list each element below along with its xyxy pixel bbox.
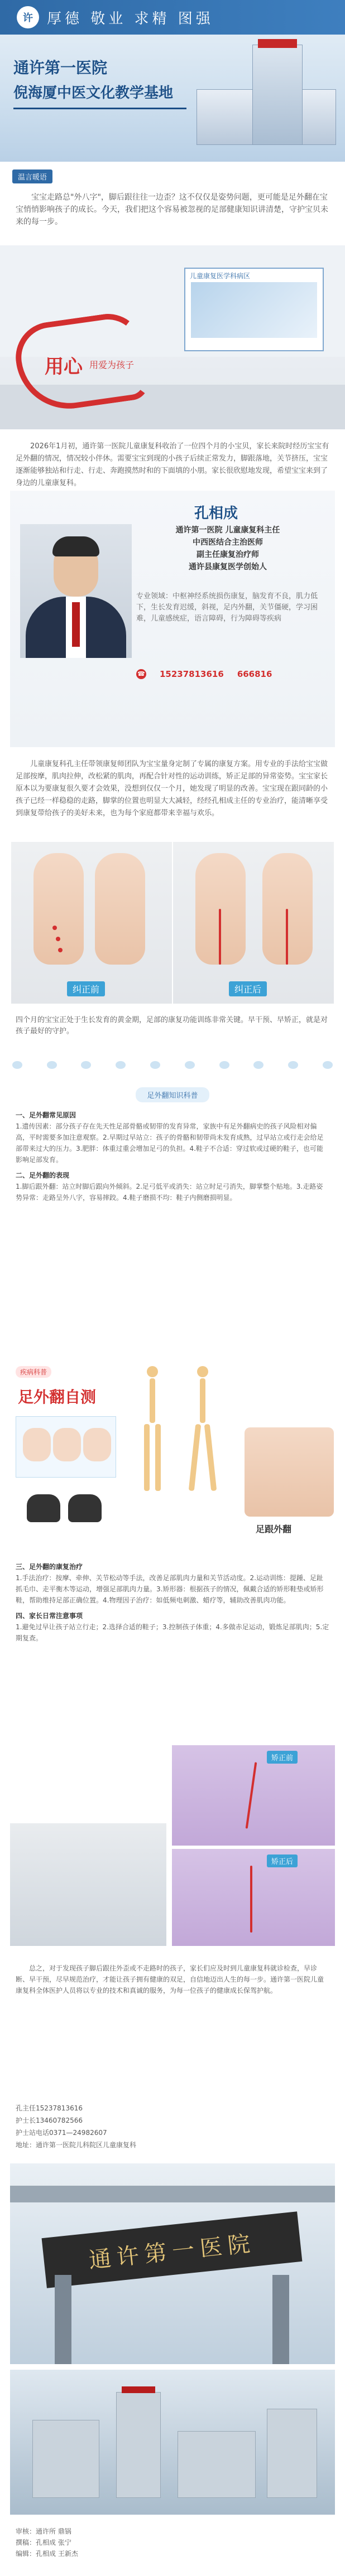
gate-sign: 通许第一医院 (42, 2211, 303, 2288)
base-name: 倪海厦中医文化教学基地 (13, 85, 174, 101)
section-title-label: 足外翻知识科普 (136, 1087, 209, 1102)
heel-valgus-photo (245, 1427, 334, 1517)
knowledge-paragraph-2: 1.脚后跟外翻：站立时脚后跟向外倾斜。2.足弓低平或消失：站立时足弓消失，脚掌整个贴地。3.走路姿势异常：走路呈外八字，容易摔跤。4.鞋子磨损不均：鞋子内侧磨损明显。 (16, 1183, 323, 1202)
hospital-logo-icon: 许 (17, 6, 39, 28)
before-correction-label: 矫正前 (267, 1751, 298, 1764)
skeleton-diagram-1 (133, 1366, 172, 1500)
intro-text: 宝宝走路总"外八字"，脚后跟往往一边歪？这不仅仅是姿势问题，更可能是足外翻在宝宝悄悄影响孩子的成长。今天，我们把这个容易被忽视的足部健康知识讲清楚，守护宝贝未来的每一步。 (16, 193, 328, 226)
treatment-paragraph-1: 1.手法治疗：按摩、牵伸、关节松动等手法，改善足部肌肉力量和关节活动度。2.运动训练：提踵、足趾抓毛巾、走平衡木等运动，增强足部肌肉力量。3.矫形器：根据孩子的情况，佩戴合适的矫形鞋垫或矫形鞋，帮助维持足部正确位置。4.物理因子治疗：如低频电刺激、蜡疗等，辅助改善肌肉功能。 (16, 1574, 324, 1604)
after-correction-photo (172, 1849, 335, 1946)
doctor-name: 孔相成 (194, 505, 238, 522)
ward-panel (184, 268, 324, 351)
before-after-feet-photo (11, 842, 334, 1004)
banner-title (13, 56, 198, 109)
doctor-title-3: 副主任康复治疗师 (197, 550, 259, 559)
case-text: 儿童康复科孔主任带领康复师团队为宝宝量身定制了专属的康复方案。用专业的手法给宝宝做足部按摩，肌肉拉伸，改松紧的肌肉，再配合针对性的运动训练，矫正足部的异常姿势。宝宝家长原本以为要康复很久要才会效果，没想到仅仅一个月，她发现了明显的改善。宝宝现在跟同龄的小孩子已经一样稳稳的走路，脚掌的位置也明显大大减轻，经经孔相成主任的专业治疗，能清晰享受到康复带给孩子的美好未来，也为每个家庭都带来幸福与欢乐。 (16, 760, 328, 817)
doctor-photo (20, 524, 132, 658)
after-correction-label: 矫正后 (267, 1854, 298, 1867)
paw-icon (219, 1061, 229, 1069)
case-caption: 四个月的宝宝正处于生长发育的黄金期，足部的康复功能训练非常关键。早干预、早矫正，就是对孩子最好的守护。 (16, 1016, 328, 1035)
treatment-block (16, 1561, 329, 1644)
contact-block (16, 2102, 329, 2151)
doctor-contact (136, 669, 272, 679)
before-correction-photo (172, 1745, 335, 1846)
header-banner (0, 0, 345, 162)
doctor-specialty: 专业领域：中枢神经系统损伤康复，脑发育不良，肌力低下，生长发育迟缓，斜视，足内外翻，关节僵硬，学习困难，儿童感统症，语言障碍，行为障碍等疾病 (136, 592, 318, 623)
title-underline (13, 108, 186, 109)
paw-icon (288, 1061, 298, 1069)
paw-icon (150, 1061, 160, 1069)
treatment-heading-1: 三、足外翻的康复治疗 (16, 1563, 83, 1571)
paw-icon (12, 1061, 22, 1069)
doctor-phone[interactable]: 15237813616 (160, 669, 224, 679)
shoes-image (21, 1489, 111, 1528)
ward-hall-photo (0, 245, 345, 429)
doctor-title-2: 中西医结合主治医师 (193, 538, 263, 547)
treatment-paragraph-2: 1.避免过早让孩子站立行走；2.选择合适的鞋子；3.控制孩子体重；4.多做赤足运动，锻炼足部肌肉；5.定期复查。 (16, 1623, 329, 1642)
hospital-building-image (197, 39, 336, 151)
paw-icon (253, 1061, 263, 1069)
paw-icon (81, 1061, 91, 1069)
contact-address: 地址：通许第一医院儿科院区儿童康复科 (16, 2141, 137, 2149)
summary-text: 总之，对于发现孩子脚后跟往外歪或不走路时的孩子，家长们应及时到儿童康复科就诊检查，早诊断、早干预，尽早规范治疗，才能让孩子拥有健康的双足，自信地迈出人生的每一步。通许第一医院儿童康复科全体医护人员将以专业的技术和真诚的服务，为每一位孩子的健康成长保驾护航。 (16, 1964, 324, 1994)
treatment-photos (10, 1745, 335, 1946)
section-title (0, 1087, 345, 1102)
contact-head-nurse[interactable]: 护士长13460782566 (16, 2117, 83, 2124)
contact-director[interactable]: 孔主任15237813616 (16, 2104, 83, 2112)
paw-icon (323, 1061, 333, 1069)
credit-editor: 编辑：孔相成 王新杰 (16, 2550, 78, 2558)
knowledge-block (16, 1110, 329, 1203)
credits (16, 2526, 329, 2559)
therapy-session-photo (10, 1823, 166, 1946)
doctor-title-1: 通许第一医院 儿童康复科主任 (175, 526, 280, 535)
knowledge-heading-2: 二、足外翻的表现 (16, 1171, 70, 1179)
credit-writer: 撰稿：孔相成 张宁 (16, 2539, 71, 2546)
doctor-ext[interactable]: 666816 (237, 669, 272, 679)
before-label: 纠正前 (67, 981, 105, 996)
hospital-name: 通许第一医院 (13, 59, 108, 77)
paw-icon (116, 1061, 126, 1069)
doctor-card (10, 491, 335, 747)
slogan-main: 用心 (45, 356, 83, 378)
intro-tag: 温言暖语 (12, 170, 52, 183)
paw-divider (0, 1054, 345, 1076)
treatment-heading-2: 四、家长日常注意事项 (16, 1612, 83, 1620)
info-pill: 疾病科普 (16, 1366, 51, 1378)
ward-panel-title: 儿童康复医学科病区 (190, 272, 251, 280)
paw-icon (47, 1061, 57, 1069)
info-title: 足外翻自测 (18, 1388, 97, 1406)
hospital-aerial-photo (10, 2370, 335, 2515)
heart-slogan (17, 318, 151, 413)
info-caption: 足跟外翻 (256, 1524, 292, 1534)
flatfoot-infographic (10, 1360, 335, 1550)
hospital-gate-photo (10, 2163, 335, 2364)
skeleton-diagram-2 (183, 1366, 222, 1500)
story-text: 2026年1月初，通许第一医院儿童康复科收治了一位四个月的小宝贝，家长来院时经历宝宝有足外翻的情况，情况较小伴休。需要宝宝到现的小孩子后续正常发力，脚跟落地，关节挤压，宝宝逐渐能够独站和行走、行走、奔跑摸然时和的下面填的小朋。家长很欣慰地发现，希望宝宝来到了身边的儿童康复科。 (16, 442, 329, 487)
credit-reviewer: 审核：通许所 鼎锅 (16, 2527, 71, 2535)
knowledge-heading-1: 一、足外翻常见原因 (16, 1111, 76, 1119)
knowledge-paragraph-1: 1.遗传因素：部分孩子存在先天性足部骨骼或韧带的发育异常，家族中有足外翻病史的孩子风险相对偏高，平时需要多加注意观察。2.早期过早站立：孩子的骨骼和韧带尚未发育成熟，过早站立或行走会给足部带来过大的压力。3.肥胖：体重过重会增加足弓的负担。4.鞋子不合适：穿过软或过硬的鞋子，也可能影响足部发育。 (16, 1122, 324, 1164)
phone-icon: ☎ (136, 669, 146, 679)
doctor-titles (172, 524, 284, 573)
hospital-motto: 厚德 敬业 求精 图强 (47, 10, 214, 27)
slogan-sub: 用爱为孩子 (89, 360, 135, 370)
contact-nurse-station[interactable]: 护士站电话0371—24982607 (16, 2129, 107, 2137)
foot-print-cards (16, 1416, 116, 1478)
paw-icon (185, 1061, 195, 1069)
motto-bar (0, 0, 345, 35)
after-label: 纠正后 (229, 981, 267, 996)
doctor-title-4: 通许县康复医学创始人 (189, 563, 267, 572)
